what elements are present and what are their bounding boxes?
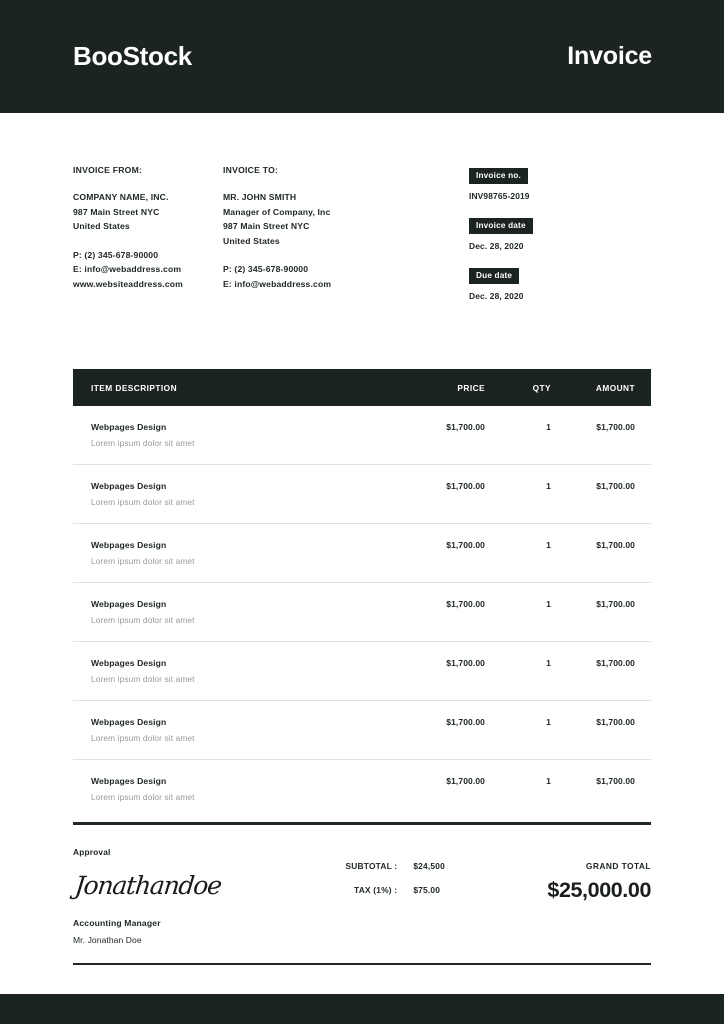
page-footer xyxy=(0,994,724,1024)
invoice-to-phone: P: (2) 345-678-90000 xyxy=(223,264,309,274)
invoice-from-country: United States xyxy=(73,221,130,231)
invoice-from-email: E: info@webaddress.com xyxy=(73,264,182,274)
invoice-number-group xyxy=(469,165,724,201)
item-subtitle: Lorem ipsum dolor sit amet xyxy=(91,792,195,802)
invoice-to-block xyxy=(223,165,468,315)
table-row xyxy=(73,406,651,465)
line-items-table xyxy=(73,369,651,825)
approver-role: Accounting Manager xyxy=(73,917,161,928)
item-price: $1,700.00 xyxy=(446,540,485,550)
invoice-number-badge: Invoice no. xyxy=(469,168,528,185)
item-amount: $1,700.00 xyxy=(596,717,635,727)
item-qty: 1 xyxy=(546,540,551,550)
summary-bottom-rule xyxy=(73,963,651,966)
item-subtitle: Lorem ipsum dolor sit amet xyxy=(91,674,195,684)
invoice-number-value: INV98765-2019 xyxy=(469,191,530,201)
item-qty: 1 xyxy=(546,481,551,491)
subtotal-label: SUBTOTAL : xyxy=(345,860,398,871)
column-header-price: PRICE xyxy=(457,382,485,393)
invoice-from-company: COMPANY NAME, INC. xyxy=(73,192,169,202)
table-row xyxy=(73,701,651,760)
invoice-to-country: United States xyxy=(223,235,280,246)
item-title: Webpages Design xyxy=(91,481,167,491)
table-row xyxy=(73,583,651,642)
approval-block xyxy=(73,847,221,945)
item-qty: 1 xyxy=(546,776,551,786)
item-title: Webpages Design xyxy=(91,599,167,609)
grand-total-label: GRAND TOTAL xyxy=(585,860,651,871)
item-price: $1,700.00 xyxy=(446,481,485,491)
tax-label: TAX (1%) : xyxy=(354,884,398,895)
column-header-qty: QTY xyxy=(532,382,551,393)
item-title: Webpages Design xyxy=(91,776,167,786)
tax-value: $75.00 xyxy=(413,884,441,895)
subtotal-row xyxy=(346,861,445,885)
signature-image: Jonathandoe xyxy=(73,870,223,900)
item-subtitle: Lorem ipsum dolor sit amet xyxy=(91,733,195,743)
item-amount: $1,700.00 xyxy=(596,481,635,491)
item-qty: 1 xyxy=(546,658,551,668)
invoice-from-website: www.websiteaddress.com xyxy=(73,278,183,289)
item-amount: $1,700.00 xyxy=(596,658,635,668)
invoice-date-group xyxy=(469,215,724,251)
invoice-from-phone: P: (2) 345-678-90000 xyxy=(73,249,159,260)
page-header xyxy=(0,0,724,113)
invoice-from-street: 987 Main Street NYC xyxy=(73,206,160,217)
due-date-group xyxy=(469,265,724,301)
summary-section xyxy=(73,825,651,945)
item-price: $1,700.00 xyxy=(446,658,485,668)
table-row xyxy=(73,465,651,524)
column-header-description: ITEM DESCRIPTION xyxy=(91,382,178,393)
invoice-to-street: 987 Main Street NYC xyxy=(223,221,310,231)
tax-row xyxy=(346,885,445,909)
item-amount: $1,700.00 xyxy=(596,540,635,550)
invoice-to-label: INVOICE TO: xyxy=(223,165,279,175)
item-qty: 1 xyxy=(546,717,551,727)
invoice-date-value: Dec. 28, 2020 xyxy=(469,241,524,251)
subtotal-value: $24,500 xyxy=(413,860,445,871)
item-subtitle: Lorem ipsum dolor sit amet xyxy=(91,615,195,625)
invoice-meta-section xyxy=(0,113,724,315)
item-subtitle: Lorem ipsum dolor sit amet xyxy=(91,556,195,566)
item-title: Webpages Design xyxy=(91,422,167,432)
table-row xyxy=(73,642,651,701)
approval-label: Approval xyxy=(73,846,111,857)
table-row xyxy=(73,524,651,583)
invoice-from-block xyxy=(0,165,223,315)
due-date-value: Dec. 28, 2020 xyxy=(469,291,524,301)
approver-name: Mr. Jonathan Doe xyxy=(73,934,142,945)
brand-logo: BooStock xyxy=(73,41,192,71)
invoice-from-label: INVOICE FROM: xyxy=(73,165,143,175)
item-subtitle: Lorem ipsum dolor sit amet xyxy=(91,438,195,448)
item-price: $1,700.00 xyxy=(446,717,485,727)
invoice-to-email: E: info@webaddress.com xyxy=(223,278,332,289)
item-title: Webpages Design xyxy=(91,658,167,668)
invoice-to-role: Manager of Company, Inc xyxy=(223,206,331,217)
due-date-badge: Due date xyxy=(469,268,519,285)
table-body xyxy=(73,406,651,818)
invoice-to-name: MR. JOHN SMITH xyxy=(223,192,297,202)
item-qty: 1 xyxy=(546,422,551,432)
invoice-info-block xyxy=(468,165,724,315)
table-header-row xyxy=(73,369,651,406)
item-price: $1,700.00 xyxy=(446,422,485,432)
document-title: Invoice xyxy=(567,42,652,70)
grand-total-value: $25,000.00 xyxy=(547,877,651,902)
spacer xyxy=(73,234,223,248)
table-row xyxy=(73,760,651,818)
item-title: Webpages Design xyxy=(91,717,167,727)
item-qty: 1 xyxy=(546,599,551,609)
totals-table xyxy=(346,861,445,909)
item-price: $1,700.00 xyxy=(446,776,485,786)
item-subtitle: Lorem ipsum dolor sit amet xyxy=(91,497,195,507)
grand-total-block xyxy=(501,861,651,903)
item-amount: $1,700.00 xyxy=(596,776,635,786)
item-price: $1,700.00 xyxy=(446,599,485,609)
spacer xyxy=(223,248,468,262)
invoice-date-badge: Invoice date xyxy=(469,218,533,235)
item-amount: $1,700.00 xyxy=(596,422,635,432)
totals-block xyxy=(346,847,651,909)
column-header-amount: AMOUNT xyxy=(595,382,635,393)
item-title: Webpages Design xyxy=(91,540,167,550)
item-amount: $1,700.00 xyxy=(596,599,635,609)
